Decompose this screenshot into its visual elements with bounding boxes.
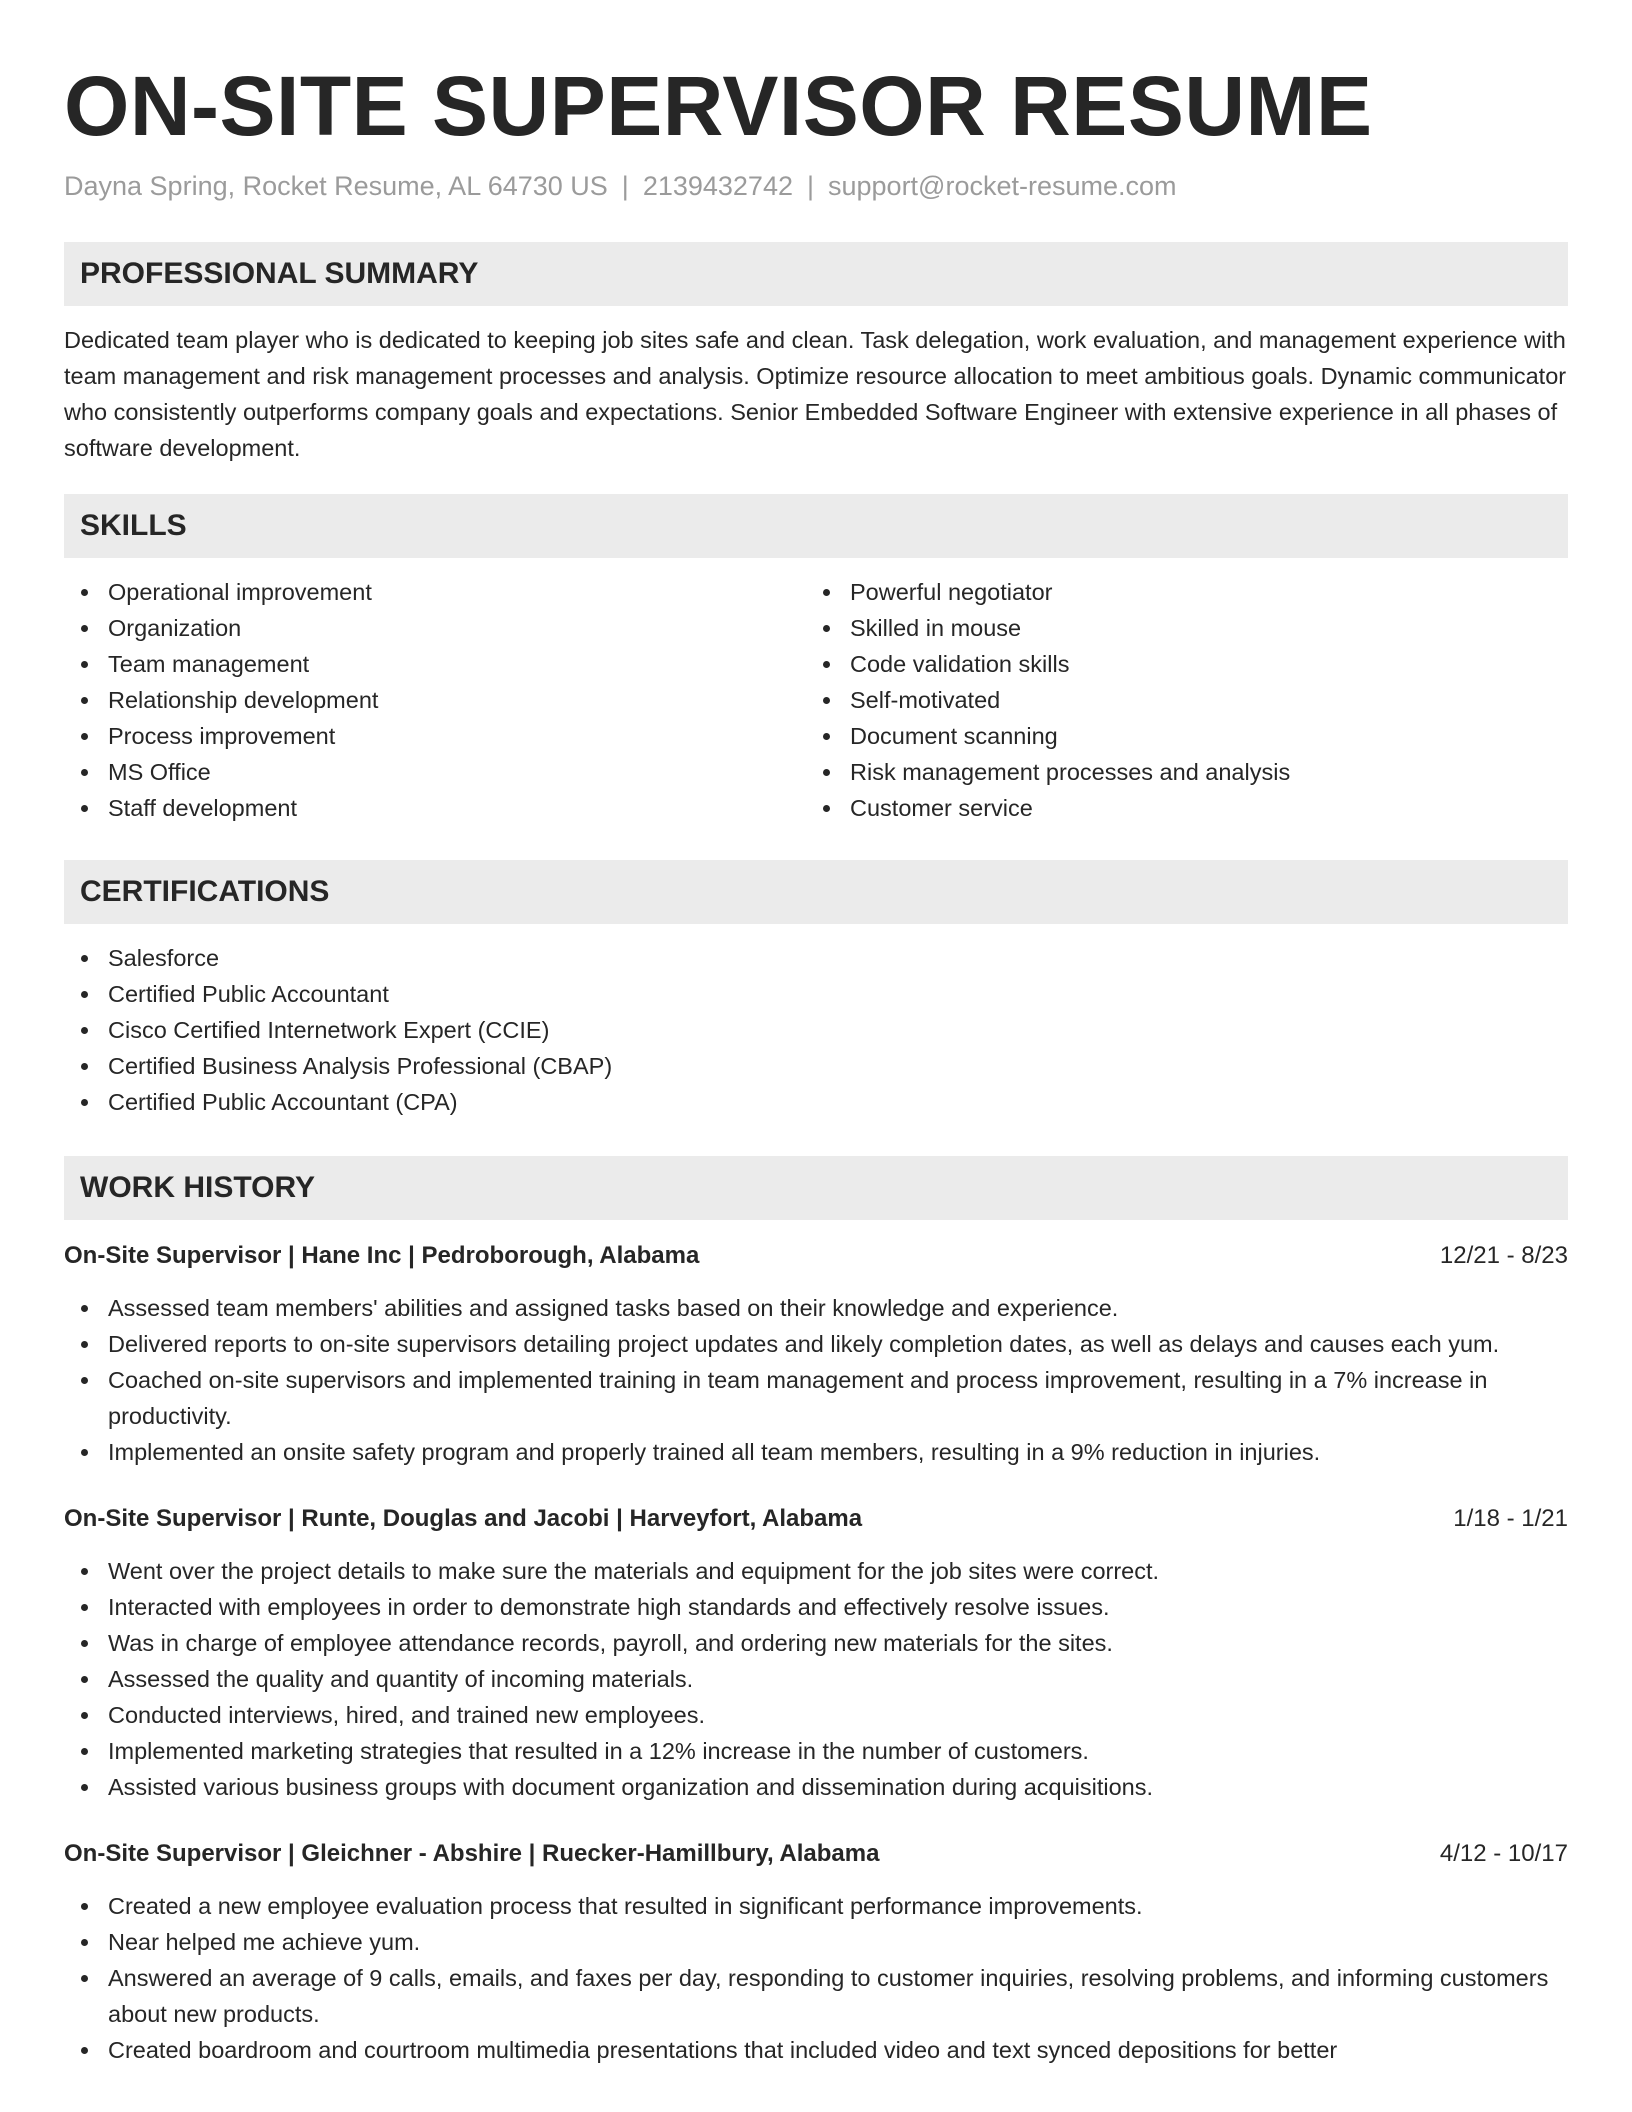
certification-item: Certified Business Analysis Professional (CBAP) bbox=[64, 1048, 1568, 1084]
certifications-list bbox=[64, 940, 1568, 1120]
contact-line bbox=[64, 168, 1568, 204]
job-bullet: Assisted various business groups with document organization and dissemination during acquisitions. bbox=[64, 1769, 1568, 1805]
skill-item: Relationship development bbox=[64, 682, 806, 718]
skill-item: Team management bbox=[64, 646, 806, 682]
job-dates: 1/18 - 1/21 bbox=[1453, 1505, 1568, 1532]
skill-item: Customer service bbox=[806, 790, 1548, 826]
job-dates: 4/12 - 10/17 bbox=[1439, 1840, 1568, 1867]
job-bullets bbox=[64, 1888, 1568, 2068]
contact-email: support@rocket-resume.com bbox=[828, 171, 1177, 201]
job-title: On-Site Supervisor | Hane Inc | Pedroborough, Alabama bbox=[64, 1242, 700, 1269]
certification-item: Salesforce bbox=[64, 940, 1568, 976]
skill-item: Code validation skills bbox=[806, 646, 1548, 682]
job-bullet: Went over the project details to make sure the materials and equipment for the job sites were correct. bbox=[64, 1553, 1568, 1589]
skill-item: Self-motivated bbox=[806, 682, 1548, 718]
skill-item: Staff development bbox=[64, 790, 806, 826]
job-bullet: Assessed team members' abilities and assigned tasks based on their knowledge and experience. bbox=[64, 1290, 1568, 1326]
contact-phone: 2139432742 bbox=[642, 171, 793, 201]
job-title: On-Site Supervisor | Runte, Douglas and Jacobi | Harveyfort, Alabama bbox=[64, 1505, 863, 1532]
skills-grid bbox=[64, 574, 1568, 826]
job-bullets bbox=[64, 1290, 1568, 1470]
skill-item: MS Office bbox=[64, 754, 806, 790]
skill-item: Powerful negotiator bbox=[806, 574, 1548, 610]
contact-separator: | bbox=[621, 171, 629, 201]
job-header bbox=[64, 1238, 1568, 1274]
certification-item: Certified Public Accountant bbox=[64, 976, 1568, 1012]
section-heading: SKILLS bbox=[64, 494, 1568, 558]
skill-item: Skilled in mouse bbox=[806, 610, 1548, 646]
certification-item: Certified Public Accountant (CPA) bbox=[64, 1084, 1568, 1120]
job-dates: 12/21 - 8/23 bbox=[1439, 1242, 1568, 1269]
job-entry bbox=[64, 1238, 1568, 1470]
job-header bbox=[64, 1836, 1568, 1872]
job-bullet: Created boardroom and courtroom multimedia presentations that included video and text synced depositions for better bbox=[64, 2032, 1568, 2068]
certification-item: Cisco Certified Internetwork Expert (CCIE) bbox=[64, 1012, 1568, 1048]
skill-item: Operational improvement bbox=[64, 574, 806, 610]
summary-text: Dedicated team player who is dedicated to keeping job sites safe and clean. Task delegation, work evaluation, and management experience with team management and risk management processes and analysis. Optimize resource allocation to meet ambitious goals. Dynamic communicator who consistently outperforms company goals and expectations. Senior Embedded Software Engineer with extensive experience in all phases of software development. bbox=[64, 327, 1567, 461]
contact-separator: | bbox=[806, 171, 814, 201]
job-bullet: Delivered reports to on-site supervisors detailing project updates and likely completion dates, as well as delays and causes each yum. bbox=[64, 1326, 1568, 1362]
job-bullets bbox=[64, 1553, 1568, 1805]
work-history-section bbox=[64, 1156, 1568, 2068]
job-bullet: Conducted interviews, hired, and trained new employees. bbox=[64, 1697, 1568, 1733]
skills-section bbox=[64, 494, 1568, 826]
job-bullet: Interacted with employees in order to demonstrate high standards and effectively resolve issues. bbox=[64, 1589, 1568, 1625]
job-entry bbox=[64, 1836, 1568, 2068]
job-title: On-Site Supervisor | Gleichner - Abshire | Ruecker-Hamillbury, Alabama bbox=[64, 1840, 880, 1867]
contact-address: Dayna Spring, Rocket Resume, AL 64730 US bbox=[64, 171, 608, 201]
job-bullet: Coached on-site supervisors and implemented training in team management and process improvement, resulting in a 7% increase in productivity. bbox=[64, 1362, 1568, 1434]
certifications-section bbox=[64, 860, 1568, 1120]
section-heading: PROFESSIONAL SUMMARY bbox=[64, 242, 1568, 306]
section-heading: CERTIFICATIONS bbox=[64, 860, 1568, 924]
skill-item: Risk management processes and analysis bbox=[806, 754, 1548, 790]
skill-item: Document scanning bbox=[806, 718, 1548, 754]
professional-summary-section bbox=[64, 242, 1568, 466]
job-entry bbox=[64, 1501, 1568, 1805]
skill-item: Process improvement bbox=[64, 718, 806, 754]
job-bullet: Assessed the quality and quantity of incoming materials. bbox=[64, 1661, 1568, 1697]
job-bullet: Implemented an onsite safety program and properly trained all team members, resulting in a 9% reduction in injuries. bbox=[64, 1434, 1568, 1470]
section-heading: WORK HISTORY bbox=[64, 1156, 1568, 1220]
job-bullet: Near helped me achieve yum. bbox=[64, 1924, 1568, 1960]
resume-title: ON-SITE SUPERVISOR RESUME bbox=[64, 59, 1373, 153]
job-bullet: Created a new employee evaluation process that resulted in significant performance improvements. bbox=[64, 1888, 1568, 1924]
skills-list-right bbox=[806, 574, 1548, 826]
job-header bbox=[64, 1501, 1568, 1537]
skill-item: Organization bbox=[64, 610, 806, 646]
skills-list-left bbox=[64, 574, 806, 826]
job-bullet: Answered an average of 9 calls, emails, and faxes per day, responding to customer inquiries, resolving problems, and informing customers about new products. bbox=[64, 1960, 1568, 2032]
job-bullet: Was in charge of employee attendance records, payroll, and ordering new materials for the sites. bbox=[64, 1625, 1568, 1661]
job-bullet: Implemented marketing strategies that resulted in a 12% increase in the number of customers. bbox=[64, 1733, 1568, 1769]
